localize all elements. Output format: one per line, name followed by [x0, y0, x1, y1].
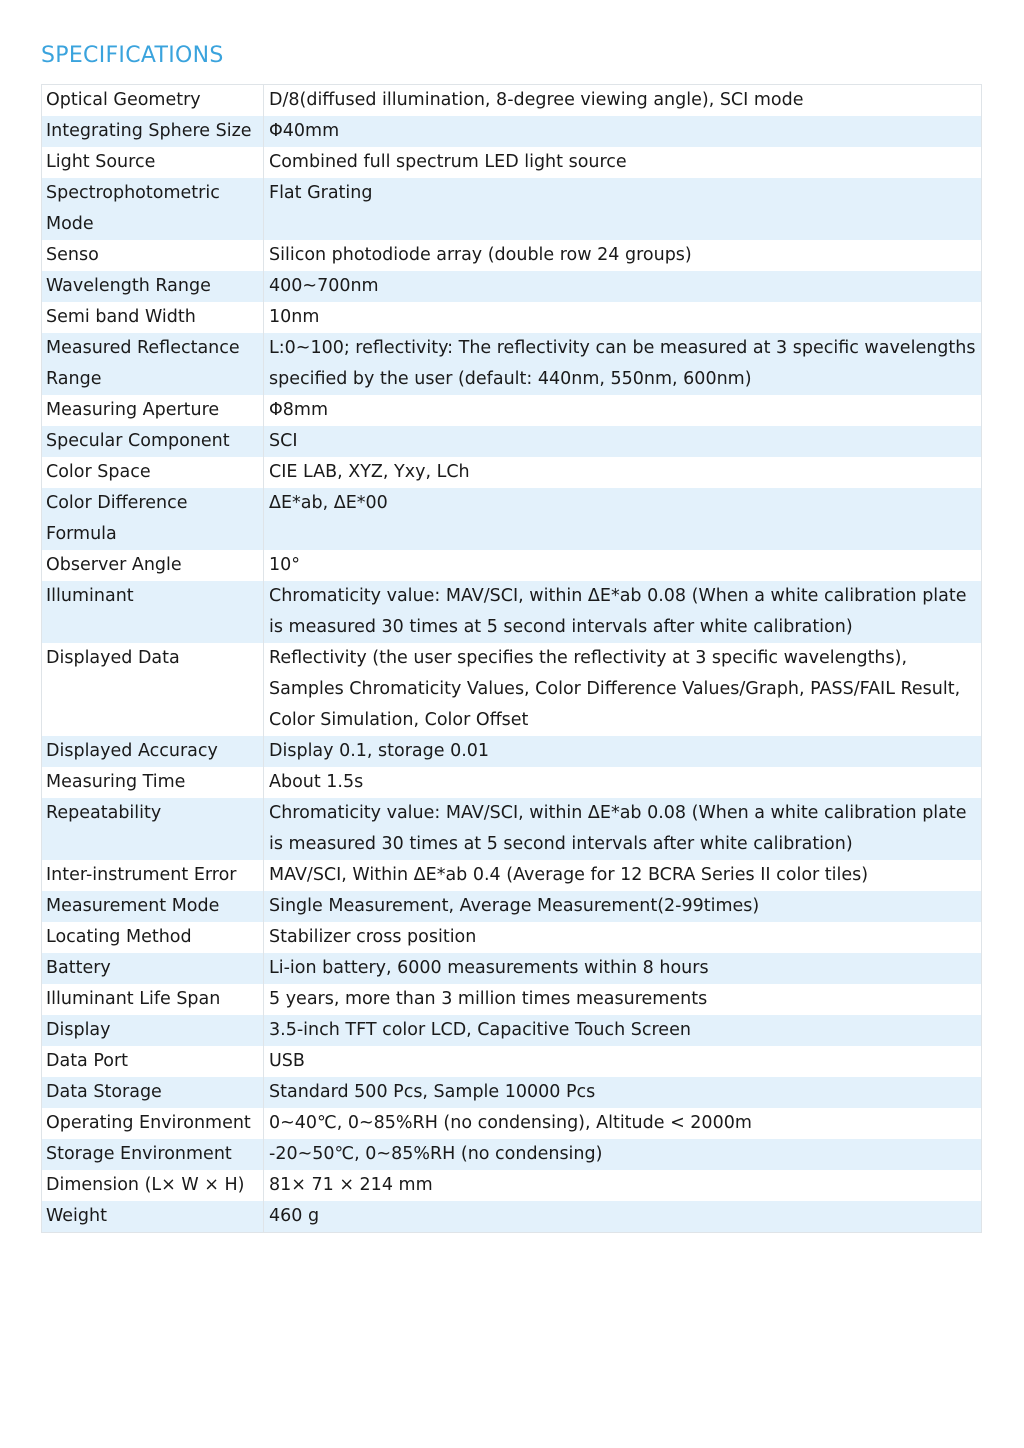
- spec-label: Semi band Width: [42, 302, 264, 333]
- spec-value: Silicon photodiode array (double row 24 groups): [264, 240, 982, 271]
- spec-row: [42, 85, 982, 117]
- spec-row: [42, 736, 982, 767]
- spec-value: SCI: [264, 426, 982, 457]
- spec-row: [42, 1201, 982, 1233]
- spec-value: -20~50℃, 0~85%RH (no condensing): [264, 1139, 982, 1170]
- spec-label: Illuminant: [42, 581, 264, 643]
- spec-value: 0~40℃, 0~85%RH (no condensing), Altitude < 2000m: [264, 1108, 982, 1139]
- spec-row: [42, 271, 982, 302]
- spec-label: Color Difference Formula: [42, 488, 264, 550]
- spec-label: Storage Environment: [42, 1139, 264, 1170]
- spec-row: [42, 922, 982, 953]
- spec-row: [42, 457, 982, 488]
- spec-value: D/8(diffused illumination, 8-degree viewing angle), SCI mode: [264, 85, 982, 117]
- spec-value: 460 g: [264, 1201, 982, 1233]
- spec-label: Spectrophotometric Mode: [42, 178, 264, 240]
- spec-label: Illuminant Life Span: [42, 984, 264, 1015]
- spec-value: L:0~100; reflectivity: The reflectivity can be measured at 3 specific wavelengths specified by the user (default: 440nm, 550nm, 600nm): [264, 333, 982, 395]
- spec-row: [42, 302, 982, 333]
- spec-row: [42, 798, 982, 860]
- spec-value: Standard 500 Pcs, Sample 10000 Pcs: [264, 1077, 982, 1108]
- spec-value: 3.5-inch TFT color LCD, Capacitive Touch Screen: [264, 1015, 982, 1046]
- spec-row: [42, 1046, 982, 1077]
- spec-label: Data Port: [42, 1046, 264, 1077]
- spec-row: [42, 984, 982, 1015]
- spec-label: Measuring Time: [42, 767, 264, 798]
- spec-value: Li-ion battery, 6000 measurements within 8 hours: [264, 953, 982, 984]
- spec-row: [42, 147, 982, 178]
- spec-label: Senso: [42, 240, 264, 271]
- spec-label: Wavelength Range: [42, 271, 264, 302]
- specifications-table-body: [42, 85, 982, 1233]
- spec-label: Weight: [42, 1201, 264, 1233]
- spec-row: [42, 643, 982, 736]
- spec-row: [42, 953, 982, 984]
- spec-row: [42, 860, 982, 891]
- spec-value: Combined full spectrum LED light source: [264, 147, 982, 178]
- spec-label: Displayed Data: [42, 643, 264, 736]
- spec-value: Chromaticity value: MAV/SCI, within ΔE*ab 0.08 (When a white calibration plate is measured 30 times at 5 second intervals after white calibration): [264, 798, 982, 860]
- spec-label: Integrating Sphere Size: [42, 116, 264, 147]
- spec-row: [42, 395, 982, 426]
- spec-value: Display 0.1, storage 0.01: [264, 736, 982, 767]
- spec-row: [42, 767, 982, 798]
- spec-row: [42, 333, 982, 395]
- spec-value: Chromaticity value: MAV/SCI, within ΔE*ab 0.08 (When a white calibration plate is measured 30 times at 5 second intervals after white calibration): [264, 581, 982, 643]
- spec-label: Locating Method: [42, 922, 264, 953]
- spec-value: USB: [264, 1046, 982, 1077]
- specifications-table: [41, 84, 982, 1233]
- spec-label: Measuring Aperture: [42, 395, 264, 426]
- spec-row: [42, 240, 982, 271]
- spec-value: 10°: [264, 550, 982, 581]
- spec-label: Data Storage: [42, 1077, 264, 1108]
- spec-row: [42, 1015, 982, 1046]
- spec-value: ΔE*ab, ΔE*00: [264, 488, 982, 550]
- spec-row: [42, 581, 982, 643]
- spec-label: Inter-instrument Error: [42, 860, 264, 891]
- spec-row: [42, 1077, 982, 1108]
- spec-value: 5 years, more than 3 million times measurements: [264, 984, 982, 1015]
- spec-row: [42, 178, 982, 240]
- spec-label: Display: [42, 1015, 264, 1046]
- spec-label: Specular Component: [42, 426, 264, 457]
- spec-label: Optical Geometry: [42, 85, 264, 117]
- spec-label: Observer Angle: [42, 550, 264, 581]
- spec-value: Φ8mm: [264, 395, 982, 426]
- spec-row: [42, 1139, 982, 1170]
- spec-label: Light Source: [42, 147, 264, 178]
- spec-row: [42, 488, 982, 550]
- spec-label: Displayed Accuracy: [42, 736, 264, 767]
- spec-label: Dimension (L× W × H): [42, 1170, 264, 1201]
- spec-row: [42, 116, 982, 147]
- spec-row: [42, 1170, 982, 1201]
- spec-value: 400~700nm: [264, 271, 982, 302]
- spec-value: Reflectivity (the user specifies the reflectivity at 3 specific wavelengths), Samples Chromaticity Values, Color Difference Values/Graph, PASS/FAIL Result, Color Simulation, Color Offset: [264, 643, 982, 736]
- spec-label: Operating Environment: [42, 1108, 264, 1139]
- spec-value: 10nm: [264, 302, 982, 333]
- spec-value: Stabilizer cross position: [264, 922, 982, 953]
- spec-value: Single Measurement, Average Measurement(2-99times): [264, 891, 982, 922]
- spec-row: [42, 426, 982, 457]
- spec-row: [42, 1108, 982, 1139]
- spec-value: CIE LAB, XYZ, Yxy, LCh: [264, 457, 982, 488]
- spec-value: About 1.5s: [264, 767, 982, 798]
- spec-row: [42, 891, 982, 922]
- spec-value: Flat Grating: [264, 178, 982, 240]
- spec-label: Measured Reflectance Range: [42, 333, 264, 395]
- spec-label: Color Space: [42, 457, 264, 488]
- spec-value: MAV/SCI, Within ΔE*ab 0.4 (Average for 12 BCRA Series II color tiles): [264, 860, 982, 891]
- spec-row: [42, 550, 982, 581]
- spec-label: Measurement Mode: [42, 891, 264, 922]
- spec-label: Battery: [42, 953, 264, 984]
- spec-label: Repeatability: [42, 798, 264, 860]
- spec-value: 81× 71 × 214 mm: [264, 1170, 982, 1201]
- spec-value: Φ40mm: [264, 116, 982, 147]
- page-title: SPECIFICATIONS: [41, 43, 224, 68]
